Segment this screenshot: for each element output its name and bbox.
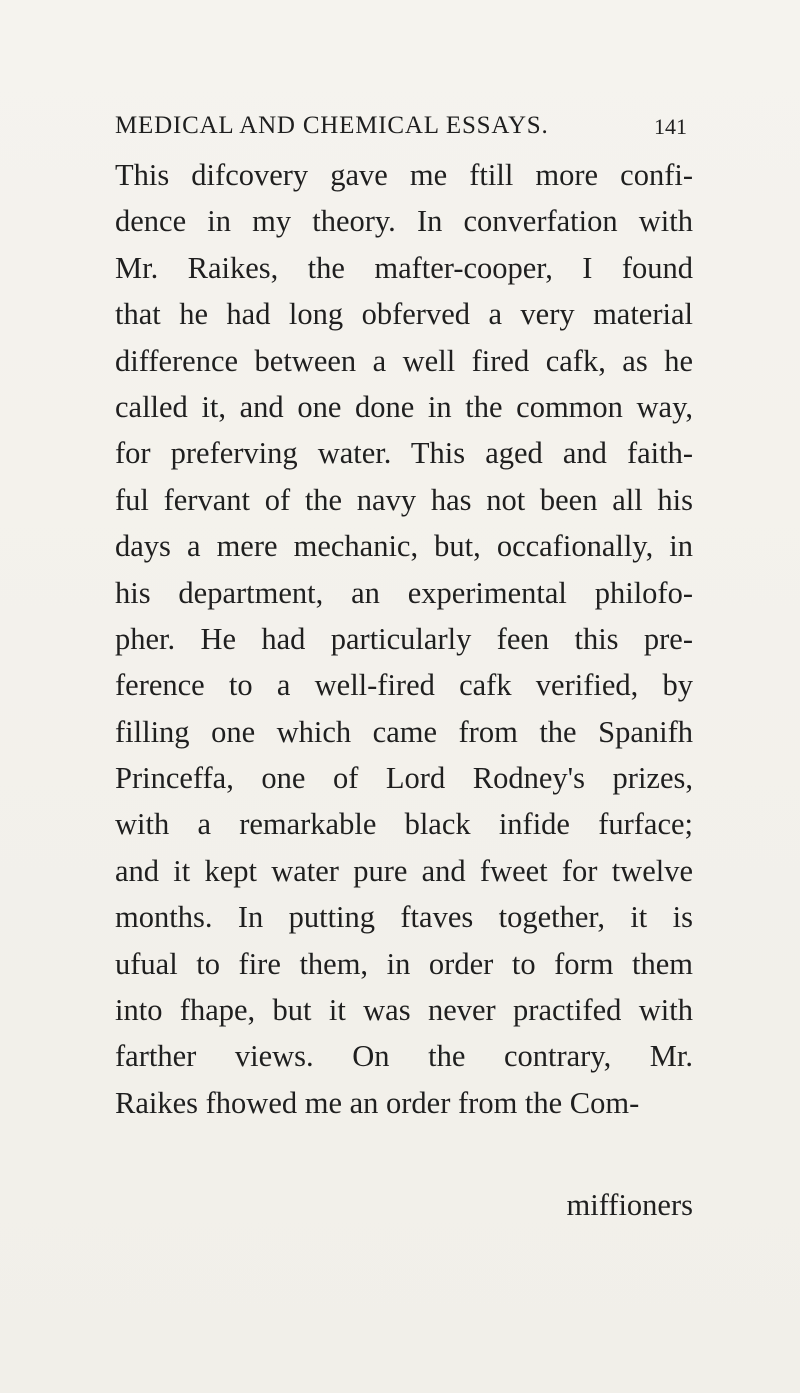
text-line: farther views. On the contrary, Mr. [115,1039,693,1074]
text-line: difference between a well fired cafk, as he [115,343,693,378]
text-line: that he had long obferved a very material [115,297,693,332]
catchword: miffioners [566,1188,693,1222]
page-number: 141 [654,114,687,139]
text-line: days a mere mechanic, but, occafionally, in [115,529,693,564]
text-line: ful fervant of the navy has not been all his [115,482,693,517]
text-line: pher. He had particularly feen this pre- [115,621,693,656]
text-line: Mr. Raikes, the mafter-cooper, I found [115,250,693,285]
text-line: into fhape, but it was never practifed with [115,993,693,1028]
text-line: This difcovery gave me ftill more confi- [115,158,693,192]
text-line: filling one which came from the Spanifh [115,714,693,749]
text-line: Raikes fhowed me an order from the Com- [115,1085,640,1120]
text-line: for preferving water. This aged and faith- [115,436,693,471]
text-line: months. In putting ftaves together, it is [115,900,693,935]
text-line: ference to a well-fired cafk verified, by [115,668,693,703]
body-text [115,152,693,1126]
text-line: Princeffa, one of Lord Rodney's prizes, [115,761,693,796]
text-line: called it, and one done in the common way, [115,389,693,424]
text-line: and it kept water pure and fweet for twelve [115,853,693,888]
text-line: his department, an experimental philofo- [115,575,693,610]
text-line: ufual to fire them, in order to form them [115,946,693,981]
running-head: MEDICAL AND CHEMICAL ESSAYS. [115,112,549,139]
text-line: with a remarkable black infide furface; [115,807,693,842]
text-line: dence in my theory. In converfation with [115,204,693,239]
page-header [115,112,687,148]
